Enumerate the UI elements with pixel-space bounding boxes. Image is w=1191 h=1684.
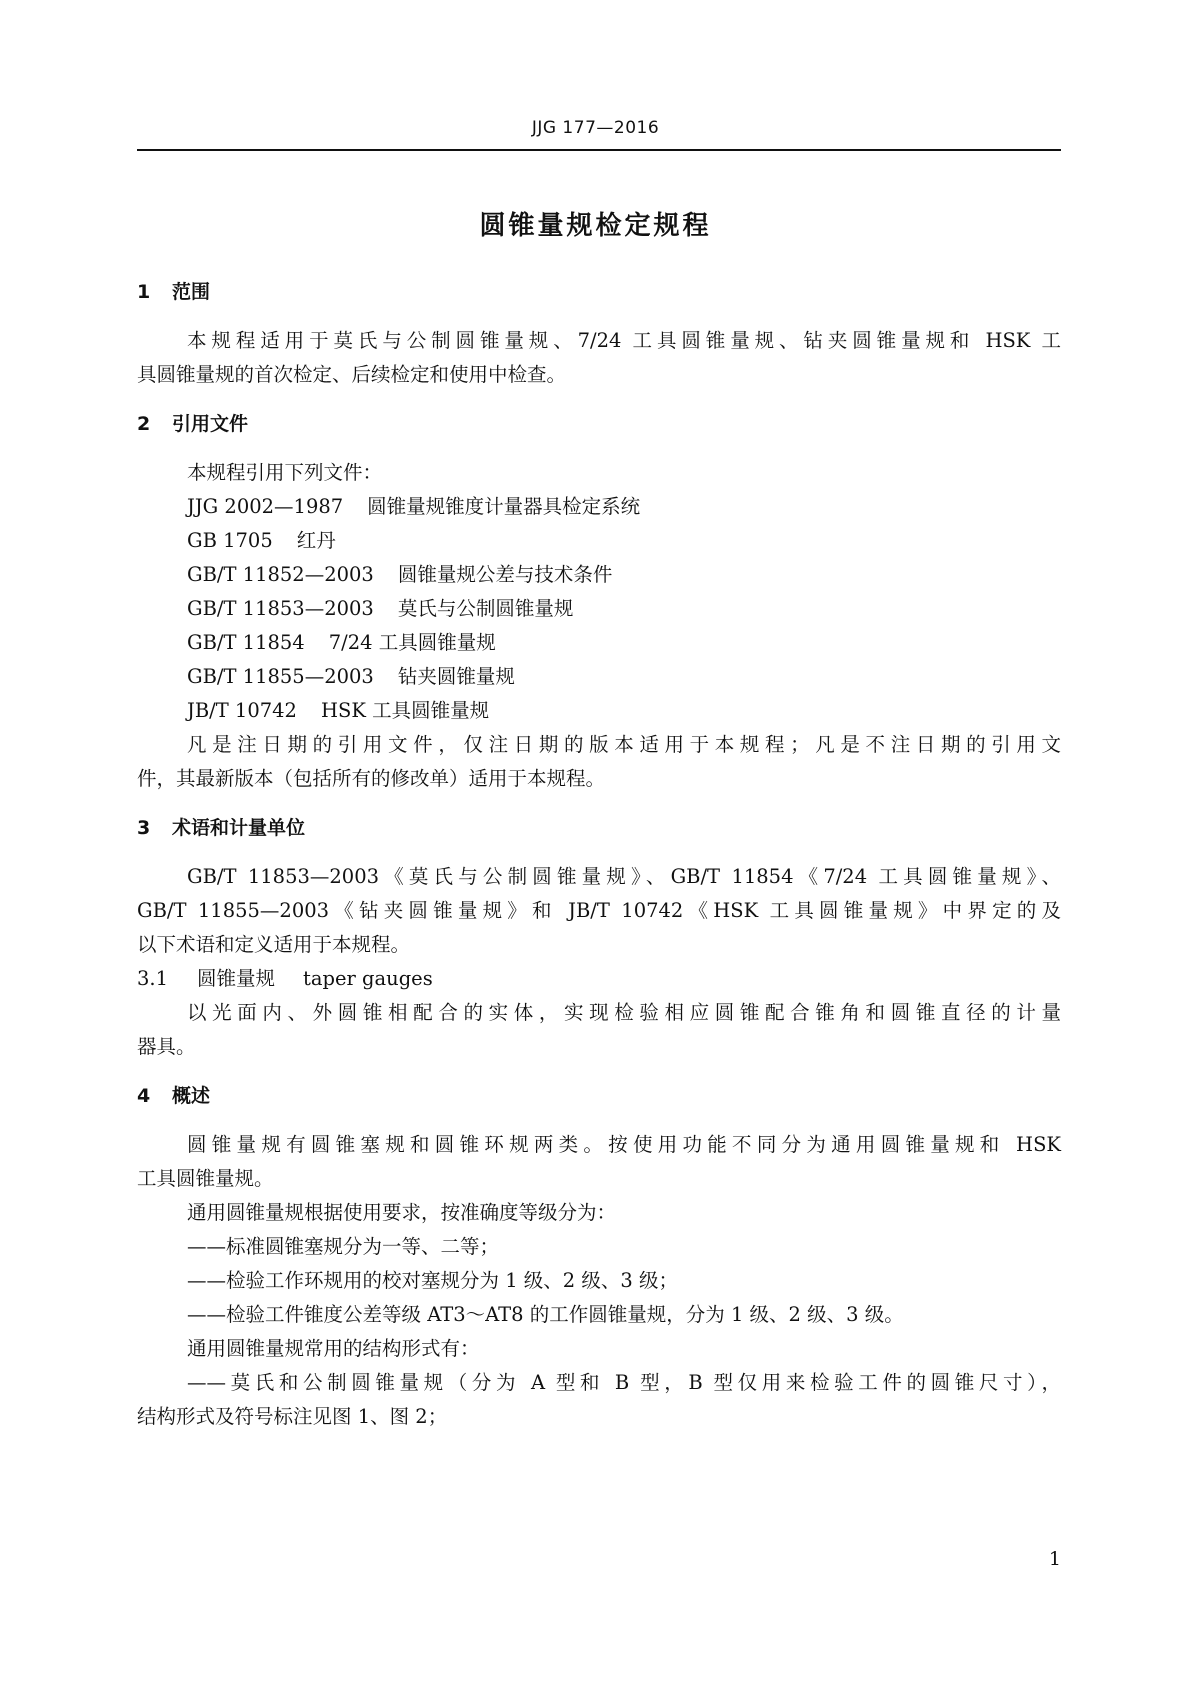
section-2-note-line-1: 凡是注日期的引用文件，仅注日期的版本适用于本规程；凡是不注日期的引用文 xyxy=(187,733,1061,756)
reference-code: GB/T 11852—2003 xyxy=(187,563,374,586)
section-4-paragraph-line-2: 工具圆锥量规。 xyxy=(137,1167,274,1190)
reference-title: 红丹 xyxy=(296,529,336,552)
term-definition-line-2: 器具。 xyxy=(137,1035,196,1058)
reference-title: 莫氏与公制圆锥量规 xyxy=(397,597,574,620)
reference-item xyxy=(187,594,1061,624)
reference-item xyxy=(187,526,1061,556)
reference-title: 圆锥量规锥度计量器具检定系统 xyxy=(367,495,641,518)
section-number: 2 xyxy=(137,413,151,435)
term-definition-line-1: 以光面内、外圆锥相配合的实体，实现检验相应圆锥配合锥角和圆锥直径的计量 xyxy=(187,1001,1061,1024)
page-number: 1 xyxy=(1048,1548,1061,1570)
section-title: 引用文件 xyxy=(172,413,249,435)
list-item-line-1: ——莫氏和公制圆锥量规（分为 A 型和 B 型，B 型仅用来检验工件的圆锥尺寸）， xyxy=(187,1371,1061,1394)
section-number: 4 xyxy=(137,1085,151,1107)
section-4-paragraph-3: 通用圆锥量规常用的结构形式有： xyxy=(187,1337,480,1360)
section-2-intro: 本规程引用下列文件： xyxy=(187,461,383,484)
section-4-heading xyxy=(137,1081,1061,1111)
standard-code-header: JJG 177—2016 xyxy=(531,118,660,138)
list-item: ——检验工件锥度公差等级 AT3～AT8 的工作圆锥量规，分为 1 级、2 级、3 级。 xyxy=(187,1303,904,1326)
section-1-paragraph-line-1: 本规程适用于莫氏与公制圆锥量规、7/24 工具圆锥量规、钻夹圆锥量规和 HSK 工 xyxy=(187,329,1061,352)
section-3-heading xyxy=(137,813,1061,843)
list-item-line-2: 结构形式及符号标注见图 1、图 2； xyxy=(137,1405,448,1428)
list-item: ——标准圆锥塞规分为一等、二等； xyxy=(187,1235,500,1258)
section-1-heading xyxy=(137,277,1061,307)
reference-code: JB/T 10742 xyxy=(187,699,297,722)
reference-code: GB/T 11854 xyxy=(187,631,305,654)
section-2-note-line-2: 件，其最新版本（包括所有的修改单）适用于本规程。 xyxy=(137,767,606,790)
section-title: 概述 xyxy=(172,1085,211,1107)
list-item: ——检验工作环规用的校对塞规分为 1 级、2 级、3 级； xyxy=(187,1269,679,1292)
reference-title: HSK 工具圆锥量规 xyxy=(320,699,490,722)
reference-item xyxy=(187,560,1061,590)
section-3-paragraph-line-2: GB/T 11855—2003《钻夹圆锥量规》和 JB/T 10742《HSK 工具圆锥量规》中界定的及 xyxy=(137,899,1061,922)
reference-code: JJG 2002—1987 xyxy=(187,495,344,518)
header-rule xyxy=(137,149,1061,151)
reference-code: GB/T 11855—2003 xyxy=(187,665,374,688)
reference-code: GB 1705 xyxy=(187,529,273,552)
section-title: 术语和计量单位 xyxy=(172,817,306,839)
reference-code: GB/T 11853—2003 xyxy=(187,597,374,620)
section-2-heading xyxy=(137,409,1061,439)
term-english: taper gauges xyxy=(303,967,433,990)
section-4-paragraph-line-1: 圆锥量规有圆锥塞规和圆锥环规两类。按使用功能不同分为通用圆锥量规和 HSK xyxy=(187,1133,1061,1156)
section-title: 范围 xyxy=(172,281,211,303)
reference-title: 7/24 工具圆锥量规 xyxy=(328,631,496,654)
reference-item xyxy=(187,492,1061,522)
term-chinese: 圆锥量规 xyxy=(197,967,276,990)
section-4-paragraph-2: 通用圆锥量规根据使用要求，按准确度等级分为： xyxy=(187,1201,617,1224)
section-1-paragraph-line-2: 具圆锥量规的首次检定、后续检定和使用中检查。 xyxy=(137,363,567,386)
reference-title: 钻夹圆锥量规 xyxy=(397,665,515,688)
term-number: 3.1 xyxy=(137,967,169,990)
reference-item xyxy=(187,628,1061,658)
reference-item xyxy=(187,662,1061,692)
reference-title: 圆锥量规公差与技术条件 xyxy=(397,563,613,586)
section-number: 3 xyxy=(137,817,151,839)
section-3-paragraph-line-3: 以下术语和定义适用于本规程。 xyxy=(137,933,411,956)
section-3-paragraph-line-1: GB/T 11853—2003《莫氏与公制圆锥量规》、GB/T 11854《7/24 工具圆锥量规》、 xyxy=(187,865,1061,888)
document-title: 圆锥量规检定规程 xyxy=(479,211,712,241)
reference-item xyxy=(187,696,1061,726)
term-3-1-heading xyxy=(137,964,1061,994)
section-number: 1 xyxy=(137,281,151,303)
